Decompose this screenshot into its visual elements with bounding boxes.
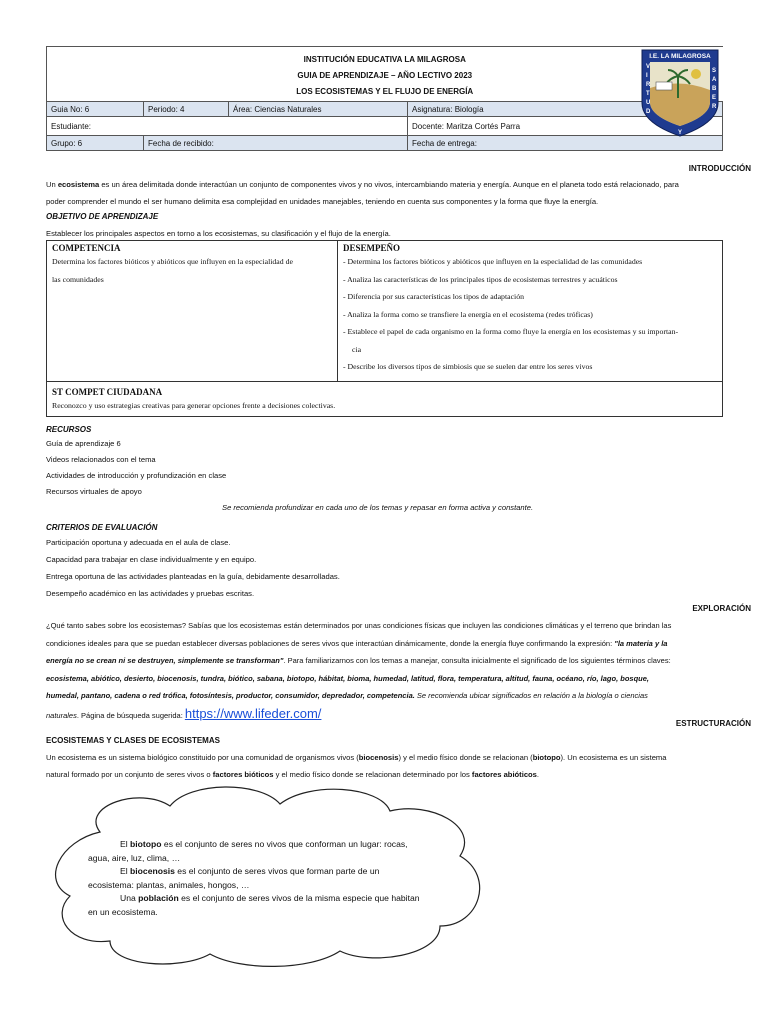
intro-paragraph: Un ecosistema es un área delimitada donde interactúan un conjunto de componentes vivos y no vivos, intercambiando materia y energía. Aunque en el planeta todo está relacionado, para poder comprender el mundo el ser humano delimita esa complejidad en unidades manejables, teniendo en cuenta sus componentes y la forma que fluye la energía. — [46, 180, 679, 206]
recursos-section — [46, 424, 766, 516]
objetivo-text: Establecer los principales aspectos en torno a los ecosistemas, su clasificación y el flujo de la energía. — [46, 229, 391, 238]
header-table — [46, 46, 723, 151]
ciudadana-heading: ST COMPET CIUDADANA — [52, 387, 163, 397]
logo-letter: B — [712, 86, 717, 92]
logo-top-text: I.E. LA MILAGROSA — [649, 53, 711, 60]
periodo: Periodo: 4 — [144, 102, 229, 117]
logo-letter: R — [646, 82, 651, 88]
estructuracion-paragraph: Un ecosistema es un sistema biológico constituido por una comunidad de organismos vivos (biocenosis) y el medio físico donde se relacionan (biotopo). Un ecosistema es un sistema natural formado por un conjunto de seres vivos o factores bióticos y el medio físico donde se relacionan determinado por los factores abióticos. — [46, 753, 667, 779]
logo-letter: U — [646, 100, 651, 106]
intro-heading: INTRODUCCIÓN — [688, 164, 751, 173]
logo-letter: T — [646, 91, 650, 97]
logo-letter: Y — [678, 130, 683, 136]
concept-cloud — [40, 776, 500, 976]
school-name: INSTITUCIÓN EDUCATIVA LA MILAGROSA — [303, 55, 466, 64]
criterio-item: Desempeño académico en las actividades y pruebas escritas. — [46, 589, 255, 598]
grupo: Grupo: 6 — [47, 136, 144, 151]
guide-topic: LOS ECOSISTEMAS Y EL FLUJO DE ENERGÍA — [296, 87, 474, 96]
fecha-entrega-field[interactable]: Fecha de entrega: — [408, 136, 723, 151]
competencia-cell — [47, 241, 338, 382]
lifeder-link[interactable]: https://www.lifeder.com/ — [184, 705, 322, 721]
guide-title: GUIA DE APRENDIZAJE – AÑO LECTIVO 2023 — [297, 71, 473, 80]
exploracion-paragraph: ¿Qué tanto sabes sobre los ecosistemas? Sabías que los ecosistemas están determinados por unas condiciones físicas que incluyen las condiciones climáticas y el terreno que brindan las condiciones ideales para que se puedan establecer diversas poblaciones de seres vivos que interactúan dinámicamente, donde la energía fluye confirmando la expresión: "la materia y la energía no se crean ni se destruyen, simplemente se transforman". Para familiarizarnos con los temas a manejar, consulta inicialmente el significado de los siguientes términos claves: ecosistema, abiótico, desierto, biocenosis, tundra, biótico, sabana, biotopo, hábitat, bioma, humedad, latitud, flora, temperatura, altitud, fauna, océano, río, lago, bosque, humedal, pantano, cadena o red trófica, fotosíntesis, productor, consumidor, depredador, competencia. Se recomienda ubicar significados en relación a la biología o ciencias naturales. Página de búsqueda sugerida: https://www.lifeder.com/ — [46, 621, 672, 721]
competencia-table — [46, 240, 723, 417]
recursos-note: Se recomienda profundizar en cada uno de los temas y repasar en forma activa y constante. — [222, 503, 534, 512]
criterios-heading: CRITERIOS DE EVALUACIÓN — [46, 523, 158, 532]
docente: Docente: Maritza Cortés Parra — [408, 117, 723, 136]
desempeno-item: - Diferencia por sus características los tipos de adaptación — [343, 292, 524, 301]
criterios-section — [46, 522, 766, 602]
competencia-heading: COMPETENCIA — [52, 243, 121, 253]
criterio-item: Entrega oportuna de las actividades planteadas en la guía, debidamente desarrolladas. — [46, 572, 340, 581]
logo-letter: V — [646, 64, 651, 70]
estudiante-field[interactable]: Estudiante: — [47, 117, 408, 136]
desempeno-cell — [338, 241, 723, 382]
guia-number: Guia No: 6 — [47, 102, 144, 117]
recurso-item: Videos relacionados con el tema — [46, 455, 156, 464]
desempeno-item: - Analiza las características de los principales tipos de ecosistemas terrestres y acuáticos — [343, 274, 618, 284]
desempeno-item: - Establece el papel de cada organismo en la forma como fluye la energía en los ecosistemas y su importan- — [343, 327, 679, 336]
competencia-text-1: Determina los factores bióticos y abióticos que influyen en la especialidad de — [52, 257, 293, 266]
recurso-item: Recursos virtuales de apoyo — [46, 487, 142, 496]
desempeno-item: - Determina los factores bióticos y abióticos que influyen en la especialidad de las comunidades — [343, 257, 643, 266]
criterio-item: Participación oportuna y adecuada en el aula de clase. — [46, 538, 231, 547]
area: Área: Ciencias Naturales — [229, 102, 408, 117]
recurso-item: Guía de aprendizaje 6 — [46, 439, 121, 448]
exploracion-heading: EXPLORACIÓN — [692, 604, 751, 613]
header-title-block — [47, 47, 723, 102]
recursos-heading: RECURSOS — [46, 425, 92, 434]
desempeno-heading: DESEMPEÑO — [343, 243, 401, 253]
logo-letter: I — [646, 73, 648, 79]
estructuracion-heading: ESTRUCTURACIÓN — [675, 719, 751, 728]
ecosistemas-subheading: ECOSISTEMAS Y CLASES DE ECOSISTEMAS — [46, 736, 220, 745]
logo-letter: D — [646, 109, 651, 115]
asignatura: Asignatura: Biología — [408, 102, 723, 117]
objetivo-heading: OBJETIVO DE APRENDIZAJE — [46, 212, 159, 221]
logo-letter: E — [712, 95, 717, 101]
logo-letter: S — [712, 68, 717, 74]
cloud-text: El biotopo es el conjunto de seres no vivos que conforman un lugar: rocas, agua, aire, luz, clima, … El biocenosis es el conjunto de seres vivos que forman parte de un ecosistema: plantas, animales, hongos, … Una población es el conjunto de seres vivos de la misma especie que habitan en un ecosistema. — [88, 839, 420, 917]
logo-letter: R — [712, 104, 717, 110]
ciudadana-text: Reconozco y uso estrategias creativas para generar opciones frente a decisiones colectivas. — [52, 401, 336, 410]
fecha-recibido-field[interactable]: Fecha de recibido: — [144, 136, 408, 151]
desempeno-item: cia — [352, 344, 362, 354]
ciudadana-cell — [47, 382, 723, 417]
desempeno-item: - Analiza la forma como se transfiere la energía en el ecosistema (redes tróficas) — [343, 309, 593, 319]
criterio-item: Capacidad para trabajar en clase individualmente y en equipo. — [46, 555, 257, 564]
recurso-item: Actividades de introducción y profundización en clase — [46, 471, 227, 480]
school-shield-logo — [640, 48, 720, 138]
logo-letter: A — [712, 77, 717, 83]
competencia-text-2: las comunidades — [52, 274, 104, 284]
desempeno-item: - Describe los diversos tipos de simbiosis que se suelen dar entre los seres vivos — [343, 362, 593, 371]
